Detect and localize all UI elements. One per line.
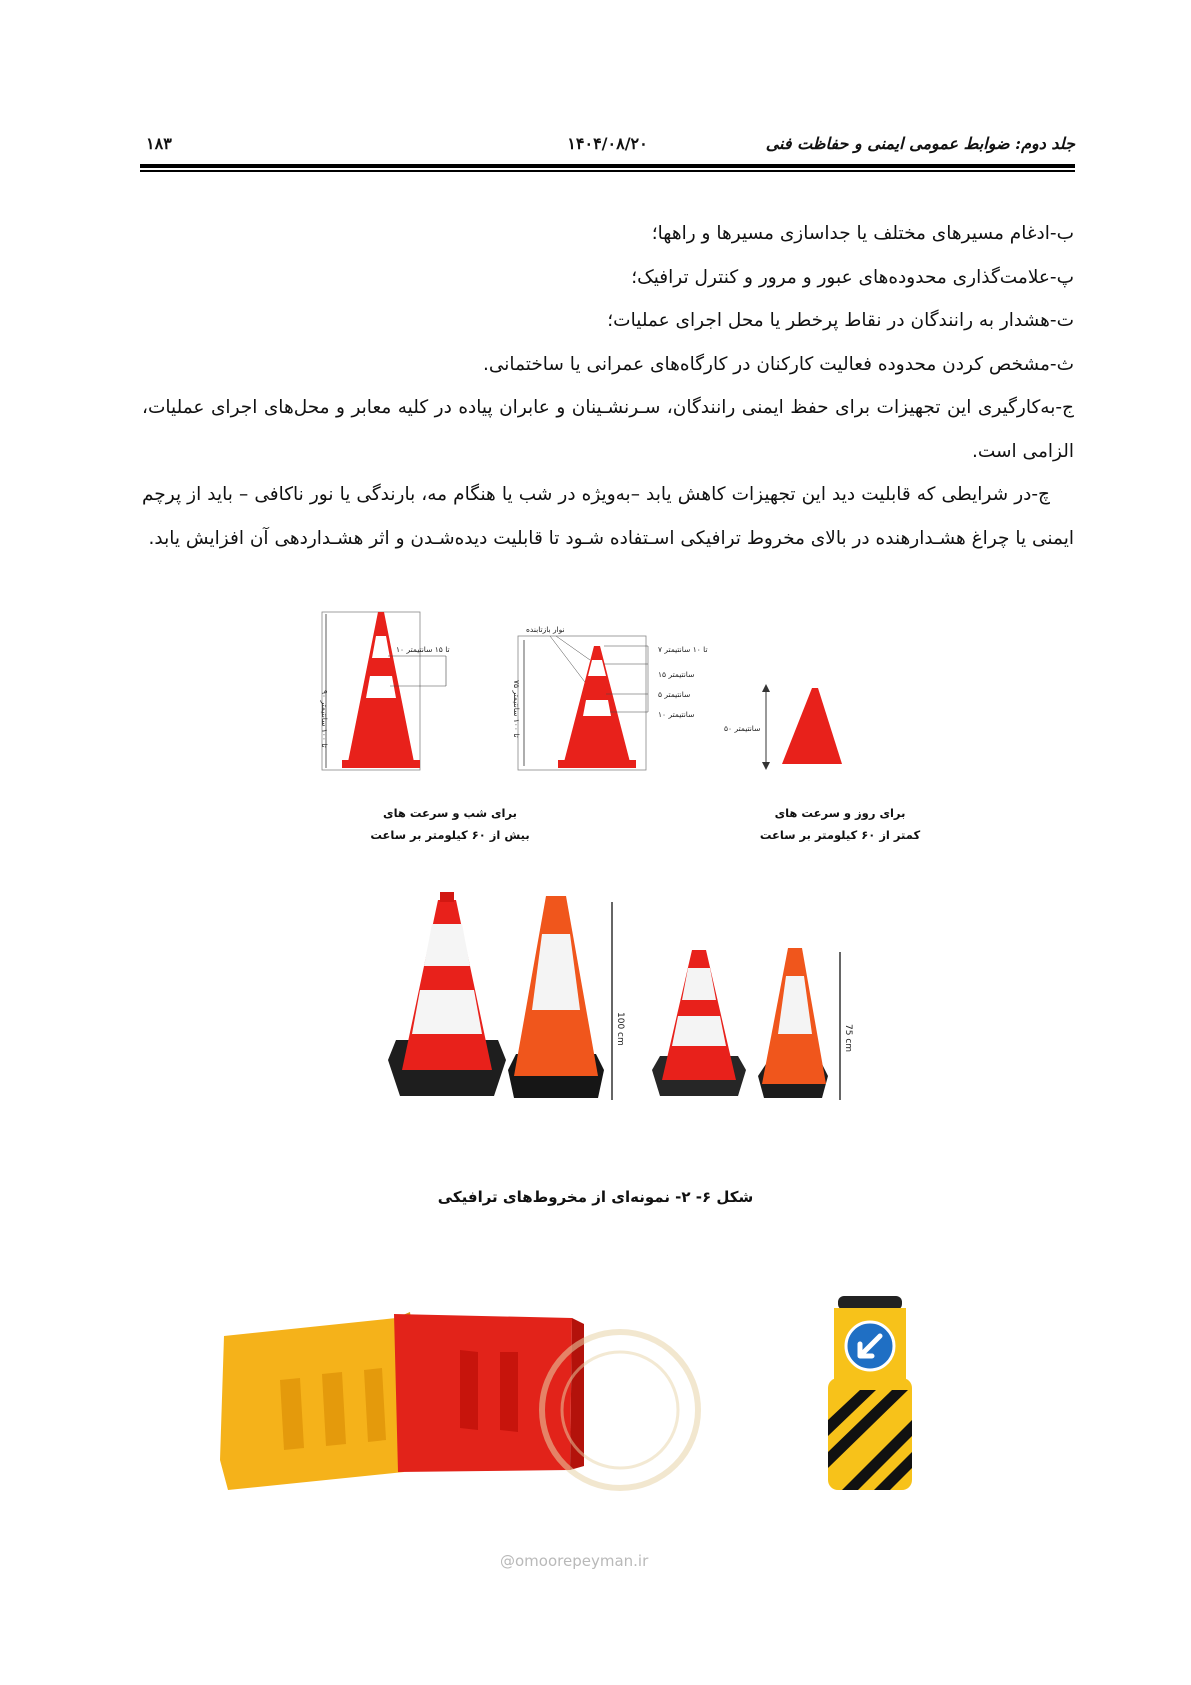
barrier-photos [220,1312,698,1490]
mid-cone-diagram [512,625,708,770]
mid-dim-4: ۱۰ سانتیمتر [658,710,695,719]
photo-dim-small: 75 cm [843,1024,853,1053]
day-usage-line-2: کمتر از ۶۰ کیلومتر بر ساعت [759,828,921,842]
mid-dim-1: ۷ تا ۱۰ سانتیمتر [658,645,708,654]
header-title: جلد دوم: ضوابط عمومی ایمنی و حفاظت فنی [765,134,1075,153]
night-usage-label [340,802,560,846]
small-cone-diagram [724,684,842,770]
watermark-text: @omoorepeyman.ir [500,1552,649,1570]
reflective-tape-label: نوار بازتابنده [526,625,565,634]
figure-caption: شکل ۶- ۲- نمونه‌ای از مخروط‌های ترافیکی [437,1188,754,1206]
night-usage-line-2: بیش از ۶۰ کیلومتر بر ساعت [370,828,530,842]
cone-photo-row [388,892,853,1100]
mid-dim-2: ۱۵ سانتیمتر [658,670,695,679]
night-height-label: ۹۰ تا ۱۰۰ سانتیمتر [320,690,329,748]
header-date: ۱۴۰۴/۰۸/۲۰ [567,134,648,153]
night-cone-diagram [320,612,450,770]
list-item-b: ب-ادغام مسیرهای مختلف یا جداسازی مسیرها و راهها؛ [651,223,1074,244]
small-height-label: ۵۰ سانتیمتر [724,724,761,733]
page-number: ۱۸۳ [146,134,172,153]
bollard-photo [828,1296,912,1490]
day-usage-label [730,802,950,846]
night-dim-label: ۱۰ تا ۱۵ سانتیمتر [396,645,450,654]
list-item-ch: چ-در شرایطی که قابلیت دید این تجهیزات کاهش یابد –به‌ویژه در شب یا هنگام مه، بارندگی یا نور ناکافی – باید از پرچم ایمنی یا چراغ هشـدارهنده در بالای مخروط ترافیکی اسـتفاده شـود تا قابلیت دیده‌شـدن و اثر هشـداردهی آن افزایش یابد. [142,484,1074,549]
list-item-t: ت-هشدار به رانندگان در نقاط پرخطر یا محل اجرای عملیات؛ [607,310,1074,331]
photo-dim-large: 100 cm [615,1012,625,1046]
day-usage-line-1: برای روز و سرعت های [774,806,906,820]
night-usage-line-1: برای شب و سرعت های [383,806,517,820]
mid-height-label: ۷۵ تا ۱۰۰ سانتیمتر [512,680,521,738]
list-item-p: پ-علامت‌گذاری محدوده‌های عبور و مرور و کنترل ترافیک؛ [631,266,1074,288]
list-item-s: ث-مشخص کردن محدوده فعالیت کارکنان در کارگاه‌های عمرانی یا ساختمانی. [482,353,1074,375]
mid-dim-3: ۵ سانتیمتر [658,690,691,699]
list-item-j: ج-به‌کارگیری این تجهیزات برای حفظ ایمنی رانندگان، سـرنشـینان و عابران پیاده در کلیه معابر و محل‌های اجرای عملیات، الزامی است. [142,397,1074,462]
